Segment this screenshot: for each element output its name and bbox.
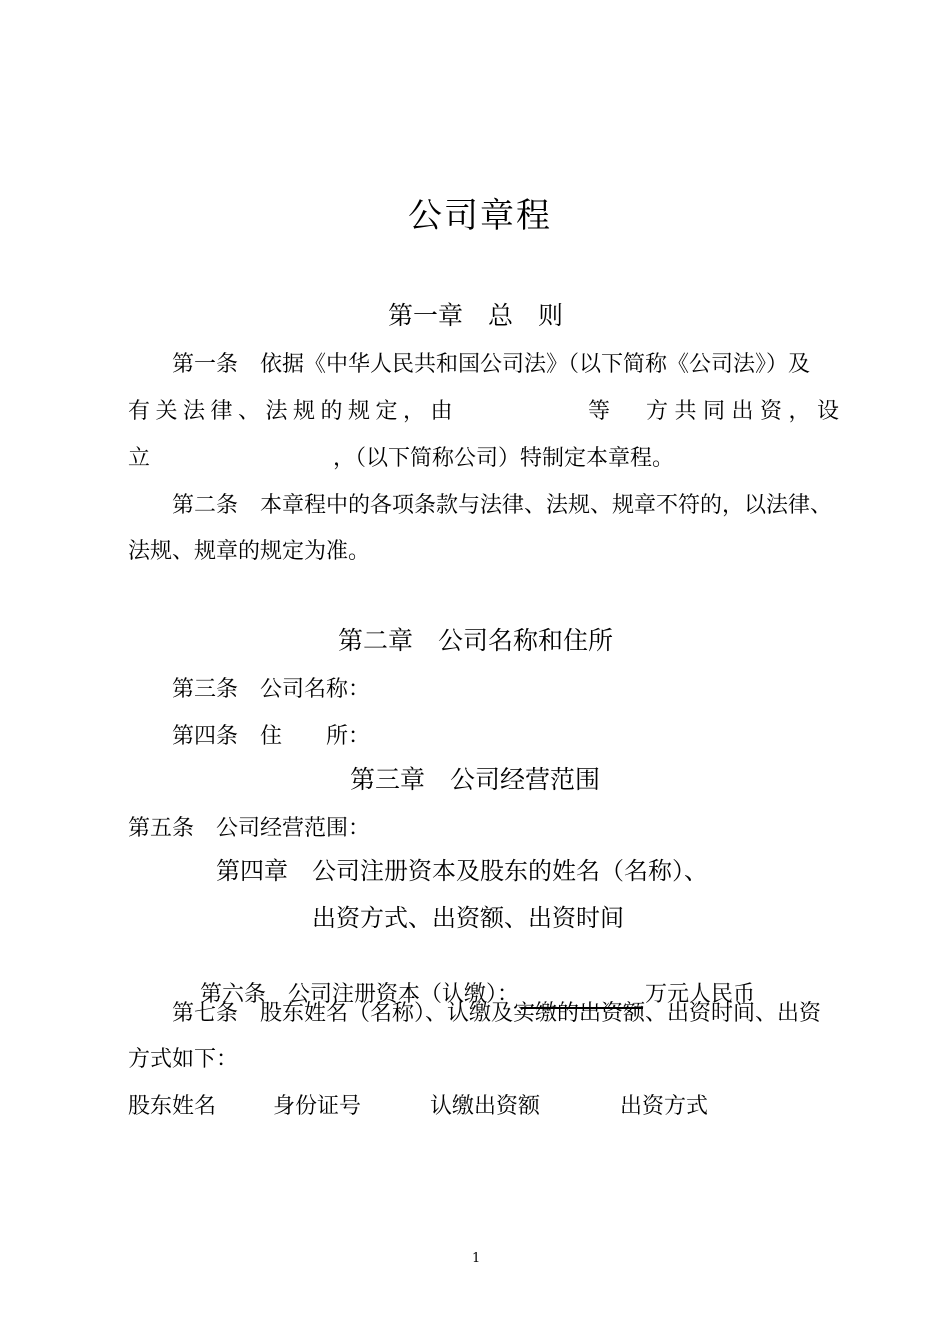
article-2-line-2: 法规、规章的规定为准。: [128, 539, 371, 564]
table-header-contribution-method: 出资方式: [620, 1094, 709, 1119]
table-header-id: 身份证号: [273, 1094, 362, 1119]
table-header-name: 股东姓名: [128, 1094, 217, 1119]
article-4: 第四条 住 所：: [172, 724, 371, 749]
article-1-line-3b: ，（以下简称公司）特制定本章程。: [333, 446, 675, 471]
document-title: 公司章程: [408, 196, 552, 236]
page-number: 1: [472, 1251, 481, 1266]
article-3: 第三条 公司名称：: [172, 677, 371, 702]
article-6-prefix: 第六条 公司注册资本（认缴）：: [199, 982, 519, 1007]
article-1-line-1: 第一条 依据《中华人民共和国公司法》（以下简称《公司法》）及: [172, 352, 811, 377]
chapter-4-heading-line-2: 出资方式、出资额、出资时间: [312, 904, 624, 932]
chapter-1-heading: 第一章 总 则: [388, 301, 564, 330]
chapter-3-heading: 第三章 公司经营范围: [350, 765, 601, 794]
article-1-line-2c: 方共同出资，设: [646, 399, 846, 424]
article-1-line-2a: 有关法律、法规的规定，由: [128, 399, 459, 424]
chapter-2-heading: 第二章 公司名称和住所: [338, 626, 614, 655]
chapter-4-heading-line-1: 第四章 公司注册资本及股东的姓名（名称）、: [216, 857, 708, 885]
article-7-line-2: 方式如下：: [128, 1047, 239, 1072]
article-1-line-2b: 等: [588, 399, 611, 424]
article-6-suffix: 万元人民币: [645, 982, 756, 1007]
article-5: 第五条 公司经营范围：: [128, 816, 371, 841]
table-header-subscribed-amount: 认缴出资额: [430, 1094, 541, 1119]
article-7-line-1: 第七条 股东姓名（名称）、认缴及实缴的出资额、出资时间、出资: [172, 1001, 822, 1026]
article-1-line-3a: 立: [128, 446, 151, 471]
article-2-line-1: 第二条 本章程中的各项条款与法律、法规、规章不符的，以法律、: [172, 493, 833, 518]
